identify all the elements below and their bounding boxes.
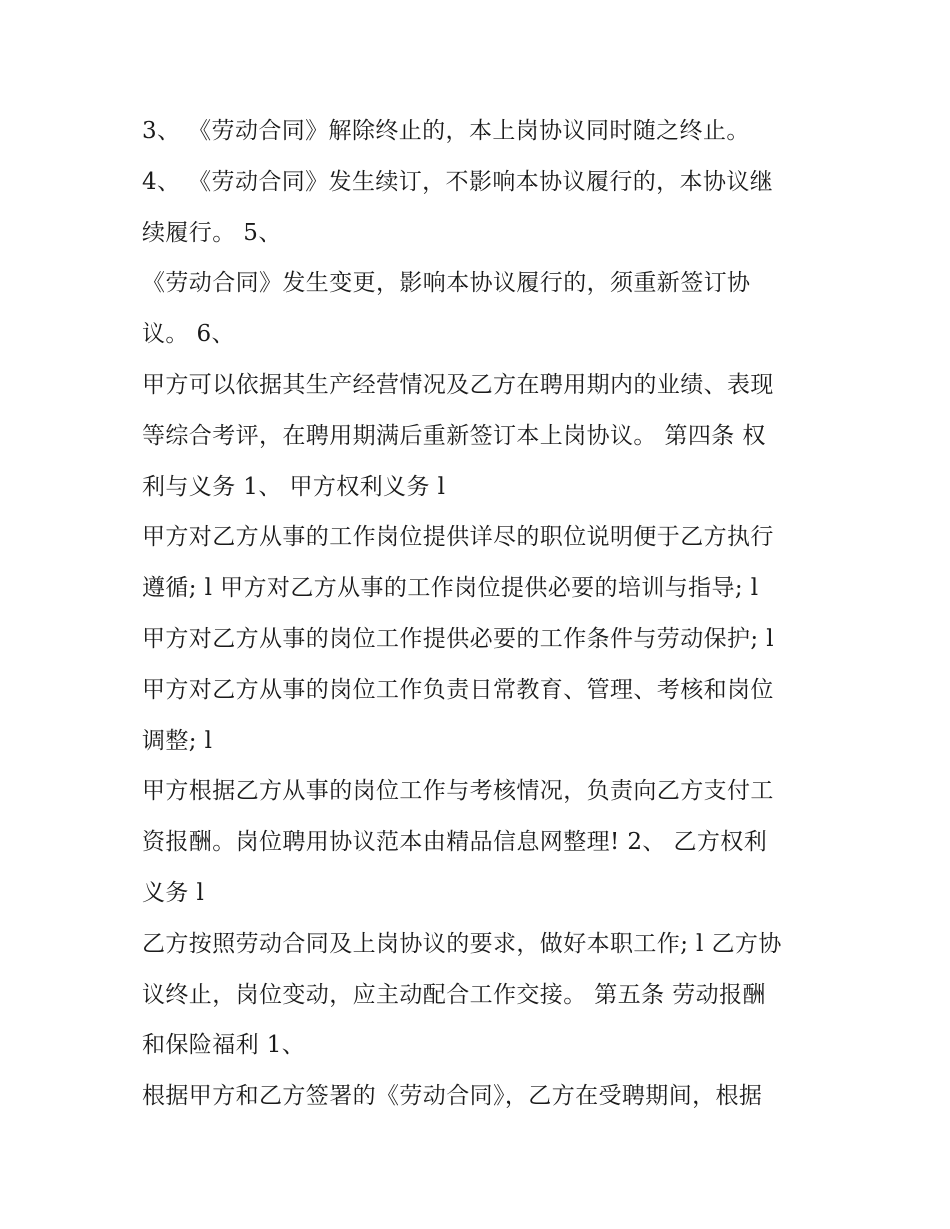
text-line: 甲方根据乙方从事的岗位工作与考核情况，负责向乙方支付工 [142,778,774,805]
text-line: 议。 6、 [142,321,235,348]
text-line: 3、 《劳动合同》解除终止的，本上岗协议同时随之终止。 [142,118,750,144]
document-body [142,106,842,1122]
text-line: 乙方按照劳动合同及上岗协议的要求，做好本职工作; l 乙方协 [142,930,782,957]
text-line: 4、 《劳动合同》发生续订，不影响本协议履行的，本协议继 [142,168,774,195]
text-line: 调整; l [142,727,213,754]
text-line: 义务 l [142,879,205,906]
text-line: 甲方对乙方从事的岗位工作提供必要的工作条件与劳动保护; l [142,625,775,652]
text-line: 续履行。 5、 [142,219,282,246]
text-line: 《劳动合同》发生变更，影响本协议履行的，须重新签订协 [142,270,751,297]
text-line: 甲方对乙方从事的岗位工作负责日常教育、管理、考核和岗位 [142,676,774,703]
text-line: 利与义务 1、 甲方权利义务 l [142,473,446,500]
text-line: 遵循; l 甲方对乙方从事的工作岗位提供必要的培训与指导; l [142,575,759,602]
text-line: 和保险福利 1、 [142,1032,306,1059]
text-line: 根据甲方和乙方签署的《劳动合同》，乙方在受聘期间，根据 [142,1083,763,1110]
text-line: 甲方可以依据其生产经营情况及乙方在聘用期内的业绩、表现 [142,371,774,398]
text-line: 资报酬。岗位聘用协议范本由精品信息网整理! 2、 乙方权利 [142,829,768,856]
text-line: 议终止，岗位变动，应主动配合工作交接。 第五条 劳动报酬 [142,981,766,1008]
text-line: 甲方对乙方从事的工作岗位提供详尽的职位说明便于乙方执行 [142,524,774,551]
text-line: 等综合考评，在聘用期满后重新签订本上岗协议。 第四条 权 [142,422,766,449]
